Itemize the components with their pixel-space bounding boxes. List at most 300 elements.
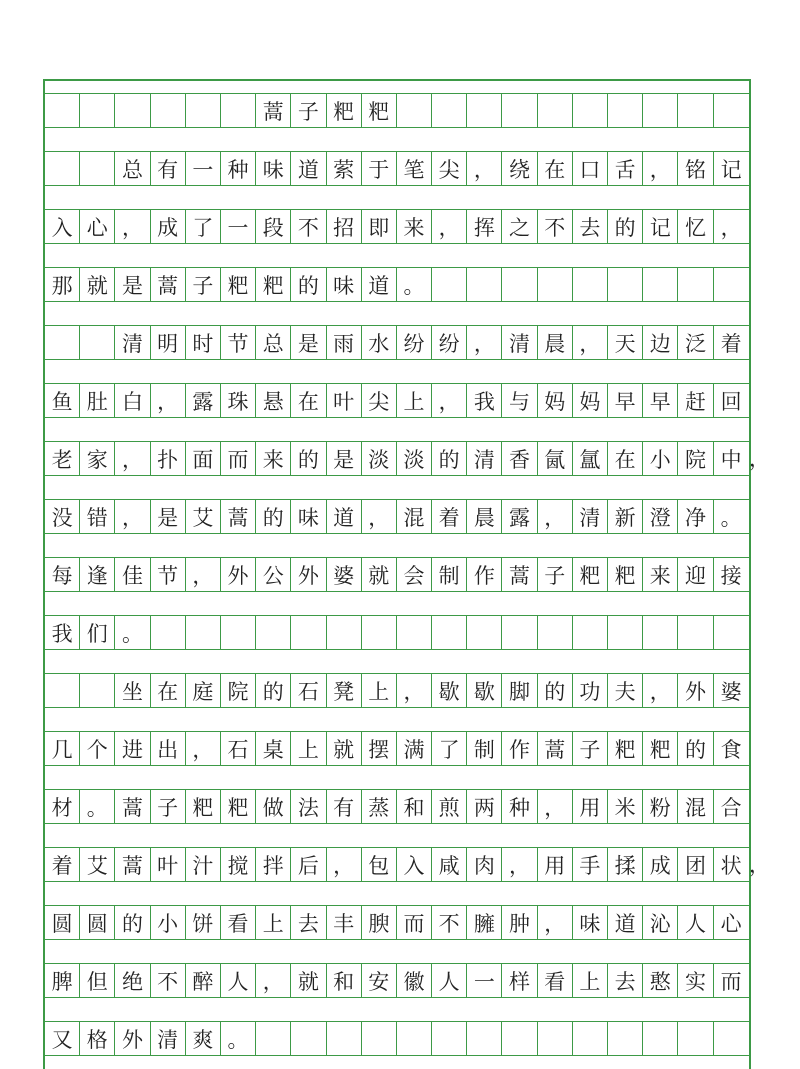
grid-cell: 道 <box>291 151 326 186</box>
grid-cell: 于 <box>362 151 397 186</box>
grid-cell: 错 <box>80 499 115 534</box>
grid-cell <box>573 93 608 128</box>
grid-cell: 露 <box>186 383 221 418</box>
grid-cell: 萦 <box>327 151 362 186</box>
grid-cell: 和 <box>397 789 432 824</box>
grid-cell: 而 <box>221 441 256 476</box>
grid-cell: 去 <box>291 905 326 940</box>
grid-cell: 一 <box>467 963 502 998</box>
grid-cell: 粑 <box>327 93 362 128</box>
grid-cell: 手 <box>573 847 608 882</box>
grid-cell <box>467 615 502 650</box>
grid-cell: 味 <box>327 267 362 302</box>
grid-cell <box>186 93 221 128</box>
grid-cell: ， <box>714 209 749 244</box>
grid-cell: 满 <box>397 731 432 766</box>
grid-cell: 是 <box>327 441 362 476</box>
grid-cell: 不 <box>151 963 186 998</box>
grid-cell: 招 <box>327 209 362 244</box>
grid-cell: 人 <box>678 905 713 940</box>
grid-cell: 材 <box>45 789 80 824</box>
grid-cell: 腴 <box>362 905 397 940</box>
grid-cell: 新 <box>608 499 643 534</box>
grid-cell: 上 <box>397 383 432 418</box>
grid-cell: 子 <box>538 557 573 592</box>
grid-cell: ， <box>327 847 362 882</box>
text-row <box>45 383 749 418</box>
grid-cell: 泛 <box>678 325 713 360</box>
grid-cell: 作 <box>502 731 537 766</box>
grid-cell <box>714 267 749 302</box>
grid-cell: 而 <box>397 905 432 940</box>
grid-cell: 饼 <box>186 905 221 940</box>
grid-cell: 脾 <box>45 963 80 998</box>
grid-cell <box>151 615 186 650</box>
grid-cell <box>678 615 713 650</box>
grid-cell: 沁 <box>643 905 678 940</box>
grid-cell: 子 <box>151 789 186 824</box>
grid-cell: 每 <box>45 557 80 592</box>
grid-cell: 粑 <box>608 731 643 766</box>
grid-cell <box>80 151 115 186</box>
grid-cell: 们 <box>80 615 115 650</box>
grid-cell: 院 <box>678 441 713 476</box>
grid-cell: 凳 <box>327 673 362 708</box>
text-row <box>45 267 749 302</box>
grid-cell: 舌 <box>608 151 643 186</box>
grid-cell: 上 <box>573 963 608 998</box>
grid-cell: 扑 <box>151 441 186 476</box>
grid-cell: ， <box>186 557 221 592</box>
grid-cell: 早 <box>608 383 643 418</box>
grid-cell: 香 <box>502 441 537 476</box>
grid-cell: ， <box>186 731 221 766</box>
grid-cell: ， <box>643 151 678 186</box>
grid-cell: 净 <box>678 499 713 534</box>
grid-cell: 去 <box>573 209 608 244</box>
grid-cell: 样 <box>502 963 537 998</box>
grid-cell: 蒿 <box>256 93 291 128</box>
grid-cell: 包 <box>362 847 397 882</box>
grid-cell: 逢 <box>80 557 115 592</box>
grid-cell: 臃 <box>467 905 502 940</box>
grid-cell <box>573 267 608 302</box>
grid-cell: 一 <box>221 209 256 244</box>
grid-cell: 佳 <box>115 557 150 592</box>
grid-cell: 是 <box>291 325 326 360</box>
grid-cell <box>362 1021 397 1056</box>
grid-cell: 节 <box>151 557 186 592</box>
grid-cell: 肿 <box>502 905 537 940</box>
text-row <box>45 963 749 998</box>
grid-cell: 叶 <box>327 383 362 418</box>
grid-cell: 晨 <box>538 325 573 360</box>
grid-cell: 粑 <box>643 731 678 766</box>
grid-cell <box>538 93 573 128</box>
grid-cell: 叶 <box>151 847 186 882</box>
grid-cell: ， <box>397 673 432 708</box>
grid-cell: 圆 <box>80 905 115 940</box>
grid-cell: 是 <box>115 267 150 302</box>
margin-punctuation: ， <box>749 853 770 877</box>
grid-cell: 去 <box>608 963 643 998</box>
grid-cell: 回 <box>714 383 749 418</box>
grid-cell: 状 <box>714 847 749 882</box>
grid-cell <box>643 93 678 128</box>
grid-cell: 面 <box>186 441 221 476</box>
grid-cell <box>256 1021 291 1056</box>
text-row <box>45 209 749 244</box>
grid-cell: 不 <box>432 905 467 940</box>
grid-cell: 艾 <box>80 847 115 882</box>
grid-cell: 入 <box>397 847 432 882</box>
grid-cell: 蒸 <box>362 789 397 824</box>
grid-cell: 子 <box>573 731 608 766</box>
grid-cell <box>502 93 537 128</box>
grid-cell: 食 <box>714 731 749 766</box>
grid-cell <box>643 615 678 650</box>
grid-cell: 蒿 <box>151 267 186 302</box>
title-row <box>45 93 749 128</box>
grid-cell: 脚 <box>502 673 537 708</box>
grid-cell: 铭 <box>678 151 713 186</box>
grid-cell: 桌 <box>256 731 291 766</box>
grid-cell: 庭 <box>186 673 221 708</box>
grid-cell: 挥 <box>467 209 502 244</box>
grid-cell: 的 <box>538 673 573 708</box>
margin-punctuation: ， <box>749 447 770 471</box>
grid-cell: 粑 <box>608 557 643 592</box>
grid-cell: 老 <box>45 441 80 476</box>
grid-cell: 中 <box>714 441 749 476</box>
grid-cell: 制 <box>432 557 467 592</box>
grid-cell <box>256 615 291 650</box>
grid-cell: 节 <box>221 325 256 360</box>
grid-cell: 的 <box>291 441 326 476</box>
grid-cell: 在 <box>608 441 643 476</box>
grid-cell: 的 <box>256 499 291 534</box>
grid-cell: 艾 <box>186 499 221 534</box>
grid-cell: 安 <box>362 963 397 998</box>
grid-cell: 肚 <box>80 383 115 418</box>
grid-cell: 的 <box>678 731 713 766</box>
grid-cell: 悬 <box>256 383 291 418</box>
grid-cell: ， <box>538 499 573 534</box>
grid-cell: 歇 <box>467 673 502 708</box>
grid-cell: 小 <box>643 441 678 476</box>
grid-cell: ， <box>467 151 502 186</box>
grid-cell: 纷 <box>397 325 432 360</box>
grid-cell: 制 <box>467 731 502 766</box>
grid-cell: 段 <box>256 209 291 244</box>
grid-cell: 公 <box>256 557 291 592</box>
grid-cell: 法 <box>291 789 326 824</box>
grid-cell: 不 <box>538 209 573 244</box>
grid-cell: 粑 <box>186 789 221 824</box>
grid-cell: ， <box>115 499 150 534</box>
grid-cell: 珠 <box>221 383 256 418</box>
grid-cell: 就 <box>80 267 115 302</box>
grid-cell: 丰 <box>327 905 362 940</box>
grid-cell: 咸 <box>432 847 467 882</box>
grid-cell <box>643 1021 678 1056</box>
grid-cell <box>502 1021 537 1056</box>
grid-cell: 混 <box>397 499 432 534</box>
grid-cell: 总 <box>256 325 291 360</box>
grid-cell <box>608 93 643 128</box>
text-row <box>45 499 749 534</box>
grid-cell: 淡 <box>362 441 397 476</box>
grid-cell: 尖 <box>432 151 467 186</box>
grid-cell: 婆 <box>714 673 749 708</box>
grid-cell: 蒿 <box>502 557 537 592</box>
grid-cell <box>291 1021 326 1056</box>
grid-cell: 的 <box>256 673 291 708</box>
grid-cell: 的 <box>291 267 326 302</box>
grid-cell: 团 <box>678 847 713 882</box>
grid-cell: 粑 <box>573 557 608 592</box>
grid-cell <box>432 267 467 302</box>
grid-cell <box>45 93 80 128</box>
grid-cell: 。 <box>221 1021 256 1056</box>
grid-cell: 边 <box>643 325 678 360</box>
grid-cell <box>291 615 326 650</box>
grid-cell <box>678 1021 713 1056</box>
grid-cell: ， <box>643 673 678 708</box>
text-row <box>45 441 749 476</box>
grid-cell: 汁 <box>186 847 221 882</box>
grid-cell: 来 <box>256 441 291 476</box>
grid-cell: 绕 <box>502 151 537 186</box>
grid-cell <box>45 325 80 360</box>
grid-cell: 有 <box>327 789 362 824</box>
grid-cell: ， <box>432 209 467 244</box>
grid-cell: 小 <box>151 905 186 940</box>
grid-cell <box>186 615 221 650</box>
grid-cell <box>502 267 537 302</box>
grid-cell: 就 <box>362 557 397 592</box>
grid-cell: 几 <box>45 731 80 766</box>
grid-cell: 粉 <box>643 789 678 824</box>
grid-cell <box>151 93 186 128</box>
grid-cell: ， <box>256 963 291 998</box>
grid-cell: 不 <box>291 209 326 244</box>
grid-cell <box>80 325 115 360</box>
grid-cell: 水 <box>362 325 397 360</box>
grid-cell: 粑 <box>221 789 256 824</box>
grid-cell: 看 <box>221 905 256 940</box>
text-row <box>45 673 749 708</box>
grid-cell <box>45 151 80 186</box>
grid-cell: 会 <box>397 557 432 592</box>
grid-cell <box>432 1021 467 1056</box>
grid-cell: 婆 <box>327 557 362 592</box>
grid-cell <box>502 615 537 650</box>
grid-cell: 又 <box>45 1021 80 1056</box>
grid-cell <box>327 1021 362 1056</box>
grid-cell: 在 <box>151 673 186 708</box>
grid-cell: 看 <box>538 963 573 998</box>
grid-cell: 用 <box>573 789 608 824</box>
grid-cell: 搅 <box>221 847 256 882</box>
grid-cell: 入 <box>45 209 80 244</box>
grid-cell: 粑 <box>362 93 397 128</box>
grid-cell: 清 <box>502 325 537 360</box>
grid-cell: 坐 <box>115 673 150 708</box>
grid-cell <box>80 93 115 128</box>
text-row <box>45 905 749 940</box>
grid-cell <box>432 93 467 128</box>
grid-cell: ， <box>538 789 573 824</box>
grid-cell <box>714 1021 749 1056</box>
grid-cell <box>432 615 467 650</box>
grid-cell <box>327 615 362 650</box>
text-row <box>45 789 749 824</box>
grid-cell: 。 <box>80 789 115 824</box>
grid-cell: 总 <box>115 151 150 186</box>
grid-cell: 石 <box>291 673 326 708</box>
grid-cell: 院 <box>221 673 256 708</box>
grid-cell: 子 <box>291 93 326 128</box>
grid-cell: 一 <box>186 151 221 186</box>
grid-cell: 种 <box>502 789 537 824</box>
grid-cell: 憨 <box>643 963 678 998</box>
grid-cell: 格 <box>80 1021 115 1056</box>
grid-cell <box>221 615 256 650</box>
grid-cell: 揉 <box>608 847 643 882</box>
grid-cell: 蒿 <box>221 499 256 534</box>
grid-cell: 忆 <box>678 209 713 244</box>
grid-cell: 歇 <box>432 673 467 708</box>
grid-cell <box>45 673 80 708</box>
grid-cell: 明 <box>151 325 186 360</box>
text-row <box>45 615 749 650</box>
grid-cell: 味 <box>256 151 291 186</box>
grid-cell: 淡 <box>397 441 432 476</box>
grid-cell: 清 <box>467 441 502 476</box>
grid-cell: 。 <box>714 499 749 534</box>
grid-cell: 着 <box>714 325 749 360</box>
grid-cell: 外 <box>291 557 326 592</box>
grid-cell: 雨 <box>327 325 362 360</box>
grid-cell: 道 <box>327 499 362 534</box>
grid-cell: 与 <box>502 383 537 418</box>
grid-cell <box>714 93 749 128</box>
grid-cell: 就 <box>327 731 362 766</box>
grid-cell: 人 <box>221 963 256 998</box>
grid-cell <box>467 267 502 302</box>
grid-cell: 摆 <box>362 731 397 766</box>
grid-cell: 家 <box>80 441 115 476</box>
grid-cell: 我 <box>45 615 80 650</box>
grid-cell: 来 <box>643 557 678 592</box>
grid-cell: 成 <box>151 209 186 244</box>
grid-cell <box>714 615 749 650</box>
grid-cell: 爽 <box>186 1021 221 1056</box>
composition-grid-paper <box>43 79 751 1069</box>
grid-cell: 绝 <box>115 963 150 998</box>
text-row <box>45 151 749 186</box>
grid-cell: 的 <box>432 441 467 476</box>
grid-cell: 尖 <box>362 383 397 418</box>
grid-cell: ， <box>538 905 573 940</box>
grid-cell <box>643 267 678 302</box>
grid-cell: 氲 <box>573 441 608 476</box>
grid-cell: 着 <box>432 499 467 534</box>
grid-cell: 了 <box>432 731 467 766</box>
grid-cell: 道 <box>608 905 643 940</box>
grid-cell <box>538 1021 573 1056</box>
grid-cell: 记 <box>643 209 678 244</box>
grid-cell: 味 <box>291 499 326 534</box>
grid-cell <box>608 267 643 302</box>
grid-cell: 实 <box>678 963 713 998</box>
grid-cell: 醉 <box>186 963 221 998</box>
grid-cell: 合 <box>714 789 749 824</box>
grid-cell: ， <box>115 441 150 476</box>
grid-cell: 的 <box>608 209 643 244</box>
grid-cell: 蒿 <box>115 789 150 824</box>
grid-cell: 外 <box>221 557 256 592</box>
grid-cell: 后 <box>291 847 326 882</box>
grid-cell: ， <box>362 499 397 534</box>
grid-cell: 做 <box>256 789 291 824</box>
grid-cell <box>678 93 713 128</box>
grid-cell: 功 <box>573 673 608 708</box>
grid-cell: 鱼 <box>45 383 80 418</box>
text-row <box>45 731 749 766</box>
text-row <box>45 847 749 882</box>
grid-cell: 妈 <box>573 383 608 418</box>
grid-cell: 混 <box>678 789 713 824</box>
grid-cell: 蒿 <box>115 847 150 882</box>
grid-cell: 接 <box>714 557 749 592</box>
grid-cell <box>467 1021 502 1056</box>
grid-cell: 。 <box>397 267 432 302</box>
grid-cell: 道 <box>362 267 397 302</box>
grid-cell: 米 <box>608 789 643 824</box>
grid-cell: 就 <box>291 963 326 998</box>
grid-cell: 夫 <box>608 673 643 708</box>
grid-cell: 而 <box>714 963 749 998</box>
grid-cell <box>397 615 432 650</box>
grid-cell <box>115 93 150 128</box>
grid-cell: 清 <box>115 325 150 360</box>
grid-cell: 了 <box>186 209 221 244</box>
grid-cell <box>80 673 115 708</box>
grid-cell: 我 <box>467 383 502 418</box>
grid-cell <box>538 267 573 302</box>
grid-cell: 个 <box>80 731 115 766</box>
grid-cell: 人 <box>432 963 467 998</box>
grid-cell: 肉 <box>467 847 502 882</box>
grid-cell: 但 <box>80 963 115 998</box>
grid-cell: 用 <box>538 847 573 882</box>
grid-cell: 妈 <box>538 383 573 418</box>
grid-cell: 徽 <box>397 963 432 998</box>
grid-cell: 出 <box>151 731 186 766</box>
grid-cell: 在 <box>291 383 326 418</box>
grid-cell: ， <box>573 325 608 360</box>
grid-cell: 那 <box>45 267 80 302</box>
grid-cell: 粑 <box>221 267 256 302</box>
grid-cell <box>221 93 256 128</box>
grid-cell: 粑 <box>256 267 291 302</box>
grid-cell <box>608 1021 643 1056</box>
grid-cell: 上 <box>291 731 326 766</box>
grid-cell: 迎 <box>678 557 713 592</box>
text-row <box>45 325 749 360</box>
